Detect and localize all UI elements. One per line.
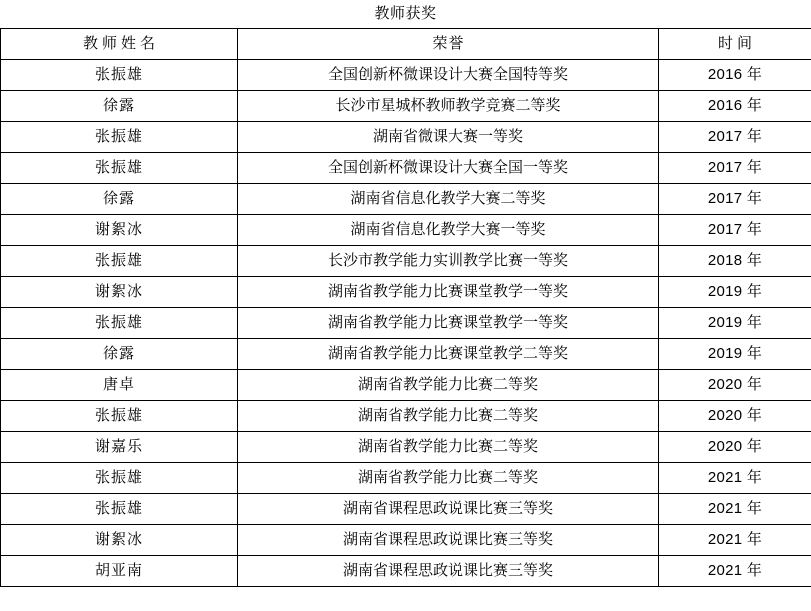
table-row: [1, 308, 811, 339]
cell-honor: 湖南省微课大赛一等奖: [238, 122, 659, 153]
cell-time: 2017 年: [659, 153, 811, 184]
table-header-row: [1, 29, 811, 60]
table-row: [1, 370, 811, 401]
cell-honor: 湖南省教学能力比赛二等奖: [238, 432, 659, 463]
cell-time: 2021 年: [659, 494, 811, 525]
cell-honor: 全国创新杯微课设计大赛全国一等奖: [238, 153, 659, 184]
cell-teacher-name: 张振雄: [1, 463, 238, 494]
cell-honor: 湖南省教学能力比赛二等奖: [238, 401, 659, 432]
cell-honor: 湖南省教学能力比赛课堂教学一等奖: [238, 277, 659, 308]
table-body: [1, 60, 811, 587]
cell-honor: 湖南省教学能力比赛课堂教学一等奖: [238, 308, 659, 339]
cell-time: 2019 年: [659, 277, 811, 308]
cell-teacher-name: 谢絮冰: [1, 525, 238, 556]
cell-time: 2018 年: [659, 246, 811, 277]
cell-honor: 湖南省教学能力比赛二等奖: [238, 370, 659, 401]
cell-teacher-name: 张振雄: [1, 308, 238, 339]
cell-time: 2019 年: [659, 339, 811, 370]
cell-teacher-name: 张振雄: [1, 153, 238, 184]
column-header-time: 时间: [659, 29, 811, 60]
cell-teacher-name: 徐露: [1, 91, 238, 122]
cell-teacher-name: 张振雄: [1, 401, 238, 432]
table-row: [1, 556, 811, 587]
cell-honor: 湖南省课程思政说课比赛三等奖: [238, 525, 659, 556]
cell-time: 2021 年: [659, 463, 811, 494]
cell-teacher-name: 张振雄: [1, 246, 238, 277]
cell-time: 2016 年: [659, 91, 811, 122]
table-row: [1, 184, 811, 215]
cell-honor: 湖南省信息化教学大赛一等奖: [238, 215, 659, 246]
cell-honor: 湖南省课程思政说课比赛三等奖: [238, 556, 659, 587]
cell-time: 2019 年: [659, 308, 811, 339]
table-row: [1, 215, 811, 246]
table-row: [1, 463, 811, 494]
cell-honor: 湖南省信息化教学大赛二等奖: [238, 184, 659, 215]
cell-time: 2017 年: [659, 122, 811, 153]
cell-time: 2021 年: [659, 556, 811, 587]
table-row: [1, 60, 811, 91]
table-row: [1, 494, 811, 525]
cell-teacher-name: 谢絮冰: [1, 215, 238, 246]
table-row: [1, 277, 811, 308]
cell-honor: 湖南省课程思政说课比赛三等奖: [238, 494, 659, 525]
cell-time: 2017 年: [659, 184, 811, 215]
cell-time: 2021 年: [659, 525, 811, 556]
cell-teacher-name: 张振雄: [1, 60, 238, 91]
cell-time: 2016 年: [659, 60, 811, 91]
cell-time: 2017 年: [659, 215, 811, 246]
cell-teacher-name: 张振雄: [1, 122, 238, 153]
table-row: [1, 91, 811, 122]
table-row: [1, 401, 811, 432]
column-header-honor: 荣誉: [238, 29, 659, 60]
cell-honor: 长沙市教学能力实训教学比赛一等奖: [238, 246, 659, 277]
table-row: [1, 122, 811, 153]
table-row: [1, 525, 811, 556]
table-row: [1, 339, 811, 370]
table-row: [1, 153, 811, 184]
cell-honor: 长沙市星城杯教师教学竞赛二等奖: [238, 91, 659, 122]
cell-teacher-name: 胡亚南: [1, 556, 238, 587]
teacher-awards-table: [0, 28, 811, 587]
cell-teacher-name: 张振雄: [1, 494, 238, 525]
cell-honor: 湖南省教学能力比赛课堂教学二等奖: [238, 339, 659, 370]
page-title: 教师获奖: [374, 5, 437, 22]
cell-teacher-name: 唐卓: [1, 370, 238, 401]
cell-time: 2020 年: [659, 432, 811, 463]
cell-teacher-name: 谢絮冰: [1, 277, 238, 308]
cell-honor: 湖南省教学能力比赛二等奖: [238, 463, 659, 494]
cell-honor: 全国创新杯微课设计大赛全国特等奖: [238, 60, 659, 91]
cell-teacher-name: 徐露: [1, 339, 238, 370]
column-header-teacher-name: 教师姓名: [1, 29, 238, 60]
table-header: [1, 29, 811, 60]
table-row: [1, 246, 811, 277]
table-row: [1, 432, 811, 463]
cell-teacher-name: 徐露: [1, 184, 238, 215]
cell-teacher-name: 谢嘉乐: [1, 432, 238, 463]
cell-time: 2020 年: [659, 370, 811, 401]
cell-time: 2020 年: [659, 401, 811, 432]
